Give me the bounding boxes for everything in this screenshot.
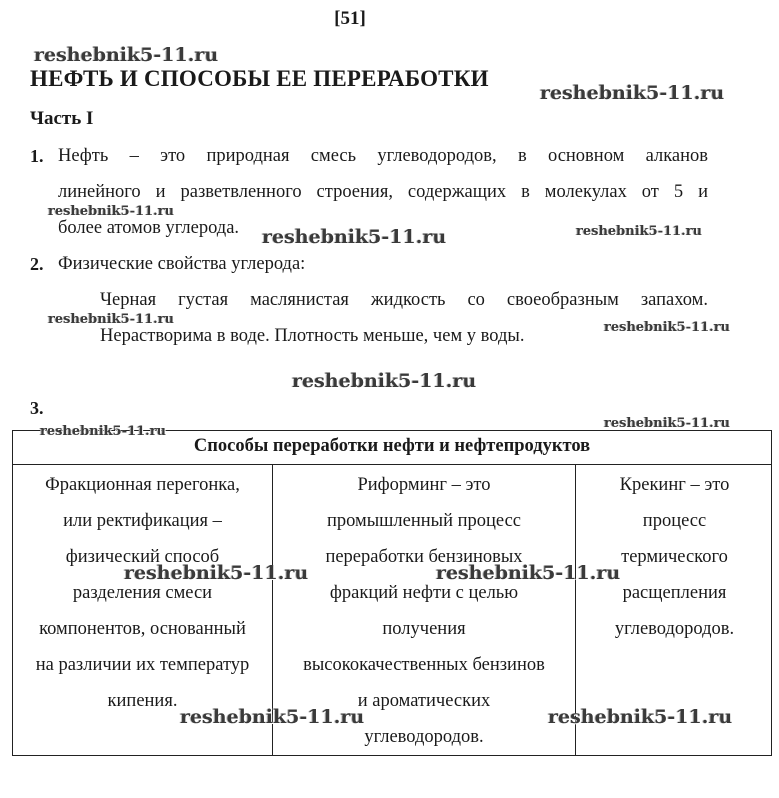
item-1-number: 1. (30, 146, 44, 166)
cell-line: разделения смеси (72, 583, 213, 603)
cell-line: процесс (642, 511, 707, 531)
watermark: reshebnik5-11.ru (604, 320, 731, 335)
page-title: НЕФТЬ И СПОСОБЫ ЕЕ ПЕРЕРАБОТКИ (30, 66, 489, 91)
watermark: reshebnik5-11.ru (124, 562, 309, 584)
cell-line: термического (621, 547, 728, 567)
watermark: reshebnik5-11.ru (576, 224, 703, 239)
cell-line: компонентов, основанный (39, 619, 246, 639)
item-2-line-1: Черная густая маслянистая жидкость со своеобразным запахом. (100, 290, 708, 310)
watermark: reshebnik5-11.ru (262, 226, 447, 248)
cell-line: углеводородов. (614, 619, 735, 639)
part-heading: Часть I (30, 108, 94, 129)
page-number: [51] (334, 8, 366, 29)
table-header: Способы переработки нефти и нефтепродуктов (13, 431, 771, 465)
watermark: reshebnik5-11.ru (436, 562, 621, 584)
cell-line: кипения. (107, 691, 178, 711)
item-1-line-3: более атомов углерода. (58, 218, 240, 238)
watermark: reshebnik5-11.ru (292, 370, 477, 392)
watermark: reshebnik5-11.ru (34, 44, 219, 66)
item-2-heading: Физические свойства углерода: (58, 254, 306, 274)
item-2-line-2: Нерастворима в воде. Плотность меньше, чем у воды. (100, 326, 525, 346)
cell-line: Риформинг – это (357, 475, 491, 495)
cell-line: фракций нефти с целью (329, 583, 519, 603)
cell-line: получения (382, 619, 466, 639)
watermark: reshebnik5-11.ru (180, 706, 365, 728)
watermark: reshebnik5-11.ru (40, 424, 167, 439)
watermark: reshebnik5-11.ru (48, 312, 175, 327)
cell-line: углеводородов. (364, 727, 484, 747)
cell-line: переработки бензиновых (325, 547, 523, 567)
item-1-line-2: линейного и разветвленного строения, содержащих в молекулах от 5 и (58, 182, 708, 202)
watermark: reshebnik5-11.ru (48, 204, 175, 219)
cell-line: расщепления (622, 583, 727, 603)
watermark: reshebnik5-11.ru (548, 706, 733, 728)
item-1-line-1: Нефть – это природная смесь углеводородов, в основном алканов (58, 146, 708, 166)
cell-line: физический способ (65, 547, 220, 567)
cell-line: и ароматических (357, 691, 491, 711)
cell-line: на различии их температур (35, 655, 250, 675)
item-3-number: 3. (30, 398, 44, 418)
cell-line: Крекинг – это (619, 475, 730, 495)
watermark: reshebnik5-11.ru (540, 82, 725, 104)
watermark: reshebnik5-11.ru (604, 416, 731, 431)
cell-line: промышленный процесс (326, 511, 522, 531)
cell-line: высококачественных бензинов (303, 655, 545, 675)
cell-line: или ректификация – (63, 511, 222, 531)
item-2-number: 2. (30, 254, 44, 274)
cell-line: Фракционная перегонка, (45, 475, 240, 495)
